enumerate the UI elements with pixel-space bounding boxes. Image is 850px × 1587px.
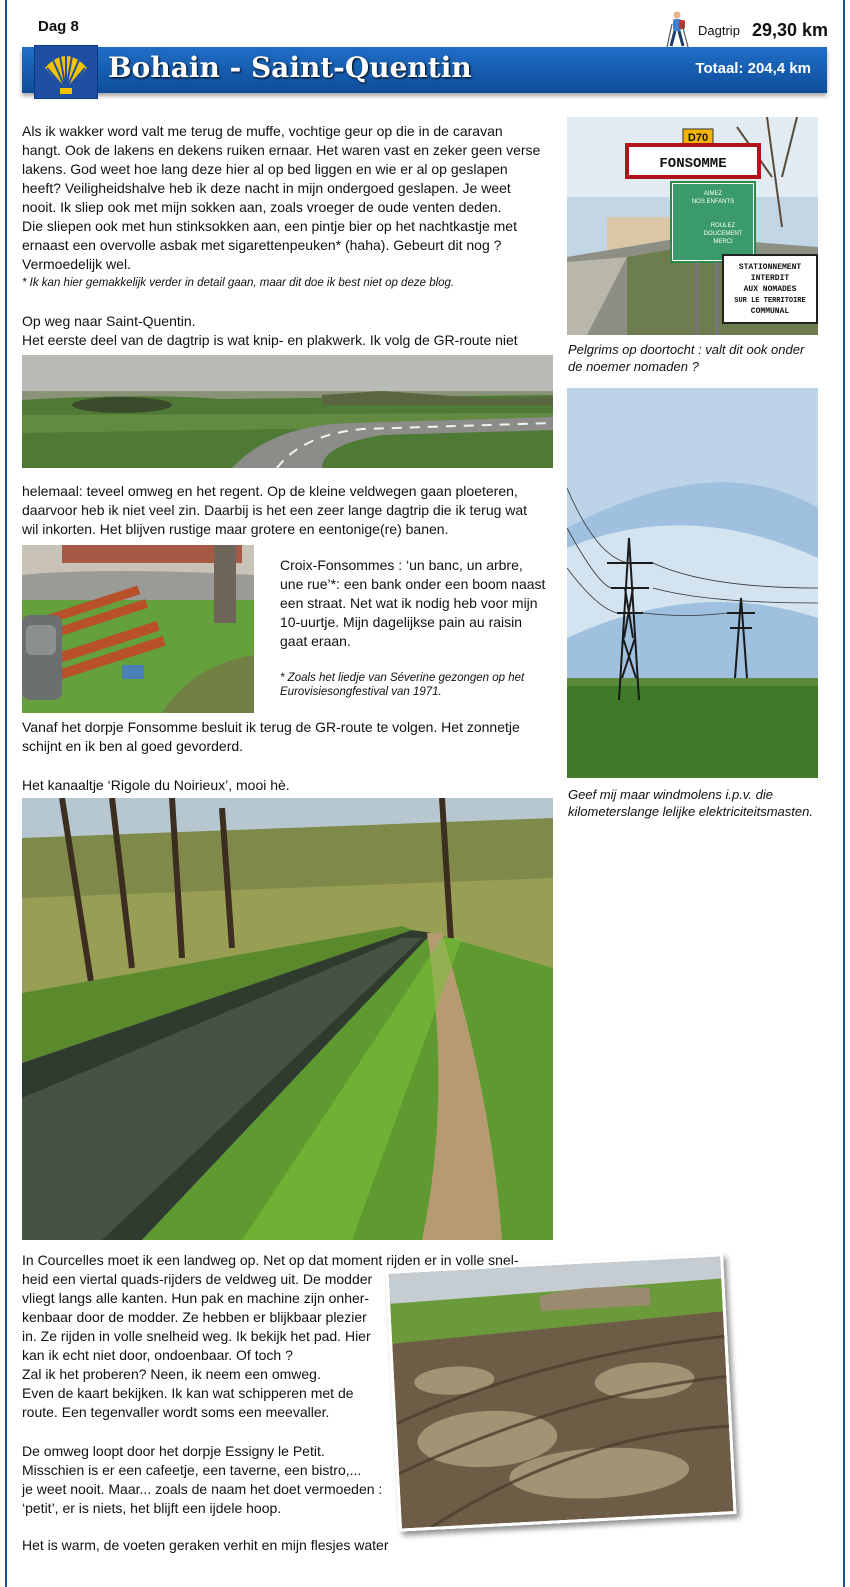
canal-photo: [22, 798, 553, 1240]
text-line: heid een viertal quads-rijders de veldweg uit. De modder: [22, 1271, 373, 1287]
trip-label: Dagtrip: [698, 22, 740, 38]
caption-line: Pelgrims op doortocht : valt dit ook onder: [568, 342, 805, 357]
road-number: D70: [687, 132, 709, 144]
sign-photo: [567, 117, 818, 335]
text-line: daarvoor heb ik niet veel zin. Daarbij is het een zeer lange dagtrip die ik terug wat: [22, 502, 528, 518]
road-photo: [22, 355, 553, 468]
green-sign-line: MERCI: [713, 239, 733, 245]
text-line: wil inkorten. Het blijven rustige maar grotere en eentonige(re) banen.: [22, 521, 449, 537]
text-line: heeft? Veiligheidshalve heb ik deze nacht in mijn ondergoed geslapen. Je weet: [22, 180, 511, 196]
white-sign-line: COMMUNAL: [750, 307, 790, 316]
pylons-photo: [567, 388, 818, 778]
paragraph-warm: Het is warm, de voeten geraken verhit en mijn flesjes water: [22, 1537, 389, 1553]
frame-line-left: [5, 0, 7, 1587]
text-line: hangt. Ook de lakens en dekens ruiken ernaar. Het waren vast en zeker geen verse: [22, 142, 541, 158]
sign-caption: [568, 341, 830, 375]
text-line: gaat eraan.: [280, 633, 351, 649]
text-line: kan ik echt niet door, ondoenbaar. Of toch ?: [22, 1347, 293, 1363]
total-distance: Totaal: 204,4 km: [695, 60, 811, 77]
white-sign-line: AUX NOMADES: [743, 285, 797, 294]
green-sign-line: ROULEZ: [710, 223, 736, 229]
white-sign-line: SUR LE TERRITOIRE: [734, 297, 806, 305]
text-line: * Zoals het liedje van Séverine gezongen op het: [280, 672, 525, 684]
text-line: Vanaf het dorpje Fonsomme besluit ik terug de GR-route te volgen. Het zonnetje: [22, 719, 520, 735]
hiker-icon: [662, 10, 692, 50]
mud-photo: [385, 1253, 736, 1531]
text-line: lakens. God weet hoe lang deze hier al op bed liggen en wie er al op geslapen: [22, 161, 508, 177]
text-line: Vermoedelijk wel.: [22, 256, 131, 272]
text-line: In Courcelles moet ik een landweg op. Net op dat moment rijden er in volle snel-: [22, 1252, 519, 1268]
paragraph-caravan: [22, 122, 557, 274]
frame-line-right: [843, 0, 845, 1587]
text-line: Eurovisiesongfestival van 1971.: [280, 686, 442, 698]
scallop-shell-icon: [34, 45, 98, 99]
caption-line: de noemer nomaden ?: [568, 359, 699, 374]
town-name: FONSOMME: [659, 156, 727, 172]
text-line: nooit. Ik sliep ook met mijn sokken aan, zoals vroeger de oude venten deden.: [22, 199, 502, 215]
text-line: route. Een tegenvaller wordt soms een meevaller.: [22, 1404, 330, 1420]
text-line: Die sliepen ook met hun stinksokken aan, een pintje bier op het nachtkastje met: [22, 218, 517, 234]
green-sign-line: DOUCEMENT: [703, 231, 743, 237]
caption-line: kilometerslange lelijke elektriciteitsmasten.: [568, 804, 813, 819]
text-line: Zal ik het proberen? Neen, ik neem een omweg.: [22, 1366, 321, 1382]
paragraph-route-start: [22, 312, 557, 350]
text-line: Misschien is er een cafeetje, een taverne, een bistro,...: [22, 1462, 362, 1478]
green-sign-line: AIMEZ: [703, 191, 723, 197]
pylons-caption: [568, 786, 838, 820]
text-line: Even de kaart bekijken. Ik kan wat schipperen met de: [22, 1385, 354, 1401]
white-sign-line: STATIONNEMENT: [738, 263, 802, 272]
text-line: ‘petit’, er is niets, het blijft een ijdele hoop.: [22, 1500, 282, 1516]
page-title: Bohain - Saint-Quentin: [108, 51, 472, 84]
trip-distance: [662, 10, 828, 50]
text-line: une rue’*: een bank onder een boom naast: [280, 576, 546, 592]
white-sign-line: INTERDIT: [750, 274, 790, 283]
text-line: je weet nooit. Maar... zoals de naam het doet vermoeden :: [22, 1481, 383, 1497]
text-line: een straat. Net wat ik nodig heb voor mijn: [280, 595, 538, 611]
footnote-caravan: * Ik kan hier gemakkelijk verder in detail gaan, maar dit doe ik best niet op deze blog.: [22, 277, 455, 289]
paragraph-detour: [22, 482, 557, 539]
paragraph-canal: Het kanaaltje ‘Rigole du Noirieux’, mooi hè.: [22, 777, 290, 793]
trip-value: 29,30 km: [751, 19, 828, 40]
text-line: vliegt langs alle kanten. Hun pak en machine zijn onher-: [22, 1290, 370, 1306]
paragraph-essigny: [22, 1442, 422, 1518]
green-sign-line: NOS ENFANTS: [691, 199, 735, 205]
day-label: Dag 8: [38, 18, 79, 35]
text-line: De omweg loopt door het dorpje Essigny le Petit.: [22, 1443, 325, 1459]
text-line: kenbaar door de modder. Ze hebben er blijkbaar plezier: [22, 1309, 367, 1325]
text-line: helemaal: teveel omweg en het regent. Op de kleine veldwegen gaan ploeteren,: [22, 483, 518, 499]
text-line: 10-uurtje. Mijn dagelijkse pain au raisin: [280, 614, 523, 630]
text-line: ernaast een overvolle asbak met sigarettenpeuken* (haha). Gebeurt dit nog ?: [22, 237, 502, 253]
text-line: in. Ze rijden in volle snelheid weg. Ik bekijk het pad. Hier: [22, 1328, 371, 1344]
bench-photo: [22, 545, 254, 713]
paragraph-gr-route: [22, 718, 557, 756]
caption-line: Geef mij maar windmolens i.p.v. die: [568, 787, 773, 802]
bench-text: [280, 556, 555, 651]
text-line: Het eerste deel van de dagtrip is wat knip- en plakwerk. Ik volg de GR-route niet: [22, 332, 518, 348]
text-line: Op weg naar Saint-Quentin.: [22, 313, 196, 329]
bench-footnote: [280, 671, 555, 699]
text-line: schijnt en ik ben al goed gevorderd.: [22, 738, 244, 754]
text-line: Croix-Fonsommes : ‘un banc, un arbre,: [280, 557, 523, 573]
text-line: Als ik wakker word valt me terug de muffe, vochtige geur op die in de caravan: [22, 123, 503, 139]
title-banner: [22, 47, 827, 93]
